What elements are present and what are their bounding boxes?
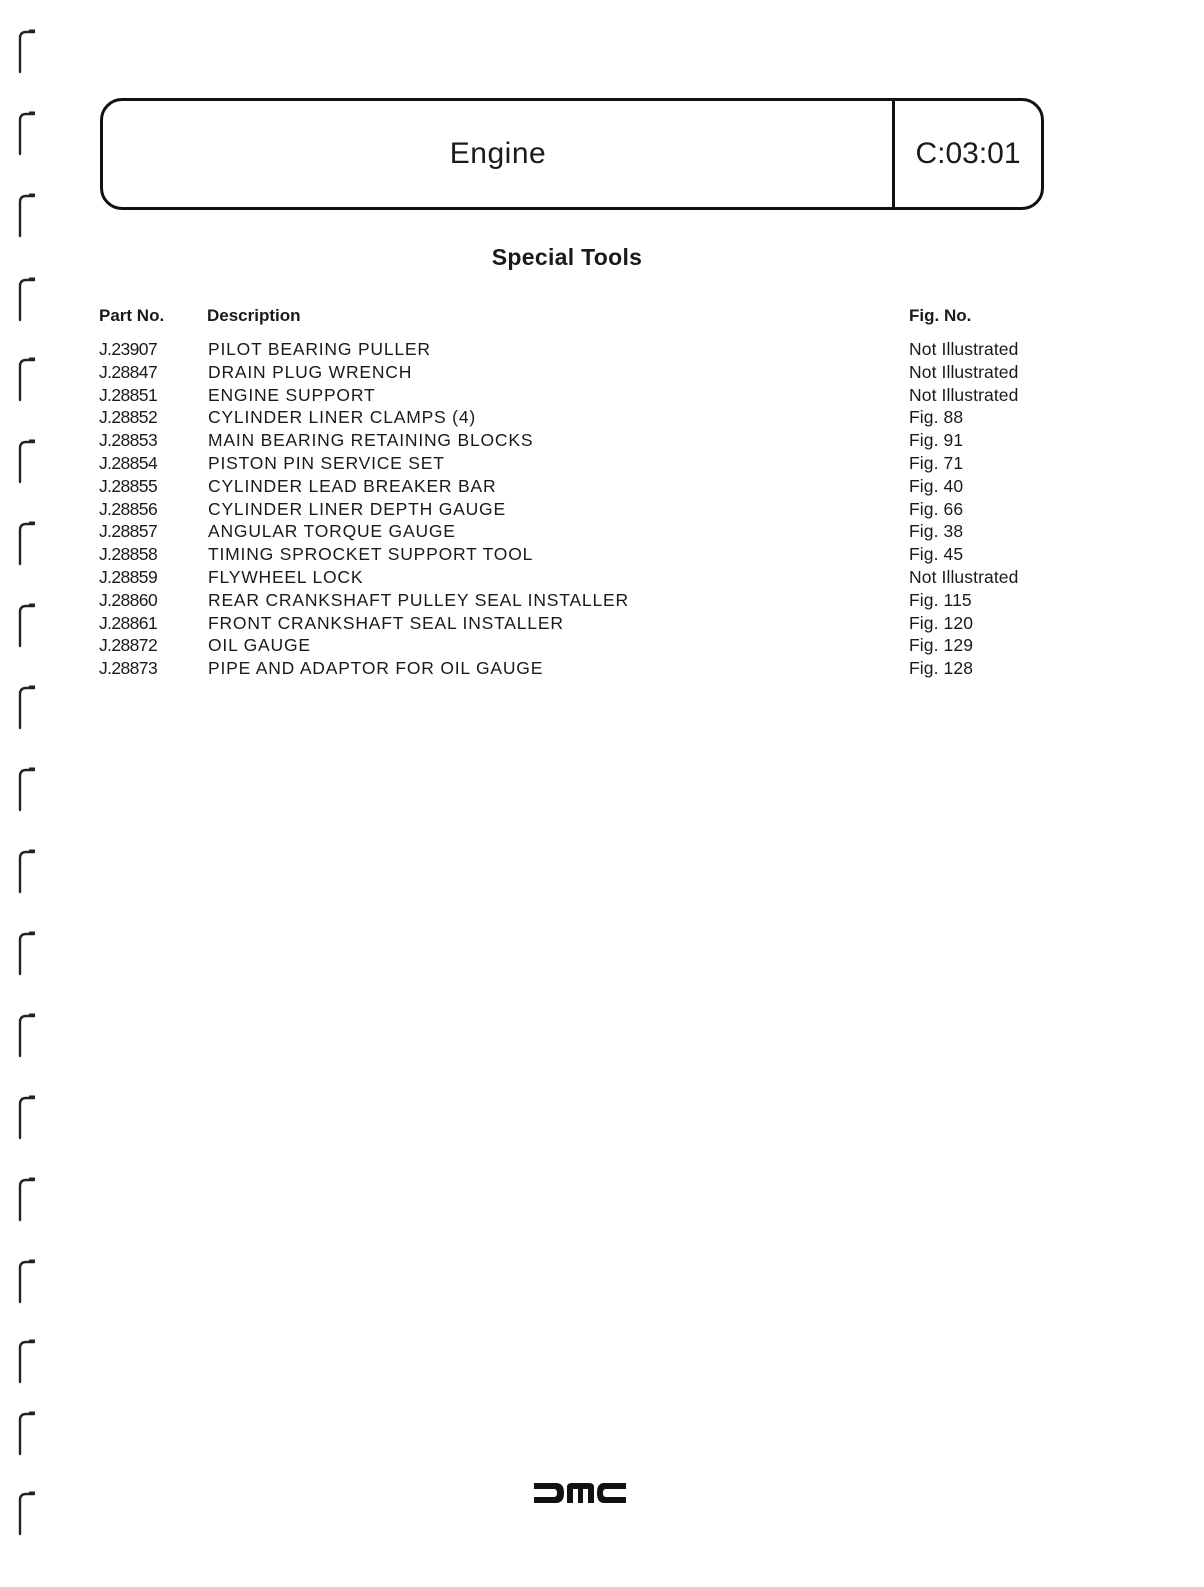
binder-ring-mark — [14, 1490, 36, 1536]
binder-ring-mark — [14, 110, 36, 156]
tool-description: ENGINE SUPPORT — [208, 384, 376, 405]
tool-description: CYLINDER LINER DEPTH GAUGE — [208, 498, 506, 519]
part-number: J.28873 — [99, 658, 158, 679]
part-number: J.28872 — [99, 635, 158, 656]
tool-description: CYLINDER LINER CLAMPS (4) — [208, 407, 476, 428]
figure-reference: Fig. 128 — [909, 658, 974, 679]
column-header-part-no: Part No. — [99, 306, 165, 325]
table-row — [0, 566, 1204, 589]
figure-reference: Fig. 115 — [909, 589, 972, 610]
table-row — [0, 361, 1204, 384]
table-row — [0, 429, 1204, 452]
table-row — [0, 634, 1204, 657]
figure-reference: Not Illustrated — [909, 361, 1019, 382]
part-number: J.28855 — [99, 475, 158, 496]
binder-ring-mark — [14, 1338, 36, 1384]
part-number: J.28853 — [99, 430, 158, 451]
table-row — [0, 498, 1204, 521]
binder-ring-mark — [14, 192, 36, 238]
tool-description: OIL GAUGE — [208, 635, 311, 656]
dmc-logo — [534, 1480, 626, 1506]
tool-description: FRONT CRANKSHAFT SEAL INSTALLER — [208, 612, 564, 633]
column-header-description: Description — [207, 306, 301, 325]
section-code: C:03:01 — [915, 137, 1021, 170]
binder-ring-mark — [14, 1176, 36, 1222]
tool-description: MAIN BEARING RETAINING BLOCKS — [208, 430, 534, 451]
part-number: J.23907 — [99, 339, 158, 359]
table-row — [0, 384, 1204, 407]
tool-description: PILOT BEARING PULLER — [208, 339, 431, 359]
part-number: J.28852 — [99, 407, 158, 428]
table-row — [0, 612, 1204, 635]
table-row — [0, 657, 1204, 680]
binder-ring-mark — [14, 766, 36, 812]
table-row — [0, 338, 1204, 361]
binder-ring-mark — [14, 930, 36, 976]
table-row — [0, 406, 1204, 429]
binder-ring-mark — [14, 848, 36, 894]
tool-description: ANGULAR TORQUE GAUGE — [208, 521, 456, 542]
table-row — [0, 475, 1204, 498]
part-number: J.28857 — [99, 521, 158, 542]
tool-description: CYLINDER LEAD BREAKER BAR — [208, 475, 497, 496]
header-box — [100, 98, 1044, 210]
figure-reference: Fig. 66 — [909, 498, 964, 519]
binder-ring-mark — [14, 276, 36, 322]
tool-description: DRAIN PLUG WRENCH — [208, 361, 413, 382]
part-number: J.28858 — [99, 544, 158, 565]
figure-reference: Fig. 38 — [909, 521, 964, 542]
binder-ring-mark — [14, 28, 36, 74]
figure-reference: Not Illustrated — [909, 384, 1019, 405]
part-number: J.28861 — [99, 612, 158, 633]
figure-reference: Not Illustrated — [909, 566, 1019, 587]
part-number: J.28859 — [99, 566, 158, 587]
table-row — [0, 589, 1204, 612]
binder-ring-mark — [14, 1410, 36, 1456]
table-row — [0, 520, 1204, 543]
binder-ring-mark — [14, 1012, 36, 1058]
column-header-fig-no: Fig. No. — [909, 306, 972, 325]
part-number: J.28856 — [99, 498, 158, 519]
tools-table — [0, 338, 1204, 680]
section-title: Special Tools — [491, 244, 643, 270]
figure-reference: Fig. 40 — [909, 475, 964, 496]
part-number: J.28860 — [99, 589, 158, 610]
table-row — [0, 452, 1204, 475]
figure-reference: Not Illustrated — [909, 339, 1019, 359]
tool-description: TIMING SPROCKET SUPPORT TOOL — [208, 544, 534, 565]
figure-reference: Fig. 71 — [909, 452, 964, 473]
tool-description: FLYWHEEL LOCK — [208, 566, 364, 587]
page-title: Engine — [449, 137, 547, 170]
table-row — [0, 543, 1204, 566]
part-number: J.28847 — [99, 361, 158, 382]
figure-reference: Fig. 120 — [909, 612, 974, 633]
figure-reference: Fig. 88 — [909, 407, 964, 428]
binder-ring-mark — [14, 684, 36, 730]
figure-reference: Fig. 91 — [909, 430, 964, 451]
binder-ring-mark — [14, 1094, 36, 1140]
tool-description: PIPE AND ADAPTOR FOR OIL GAUGE — [208, 658, 544, 679]
binder-ring-mark — [14, 1258, 36, 1304]
part-number: J.28851 — [99, 384, 158, 405]
figure-reference: Fig. 129 — [909, 635, 974, 656]
tool-description: PISTON PIN SERVICE SET — [208, 452, 445, 473]
figure-reference: Fig. 45 — [909, 544, 964, 565]
part-number: J.28854 — [99, 452, 158, 473]
tool-description: REAR CRANKSHAFT PULLEY SEAL INSTALLER — [208, 589, 629, 610]
